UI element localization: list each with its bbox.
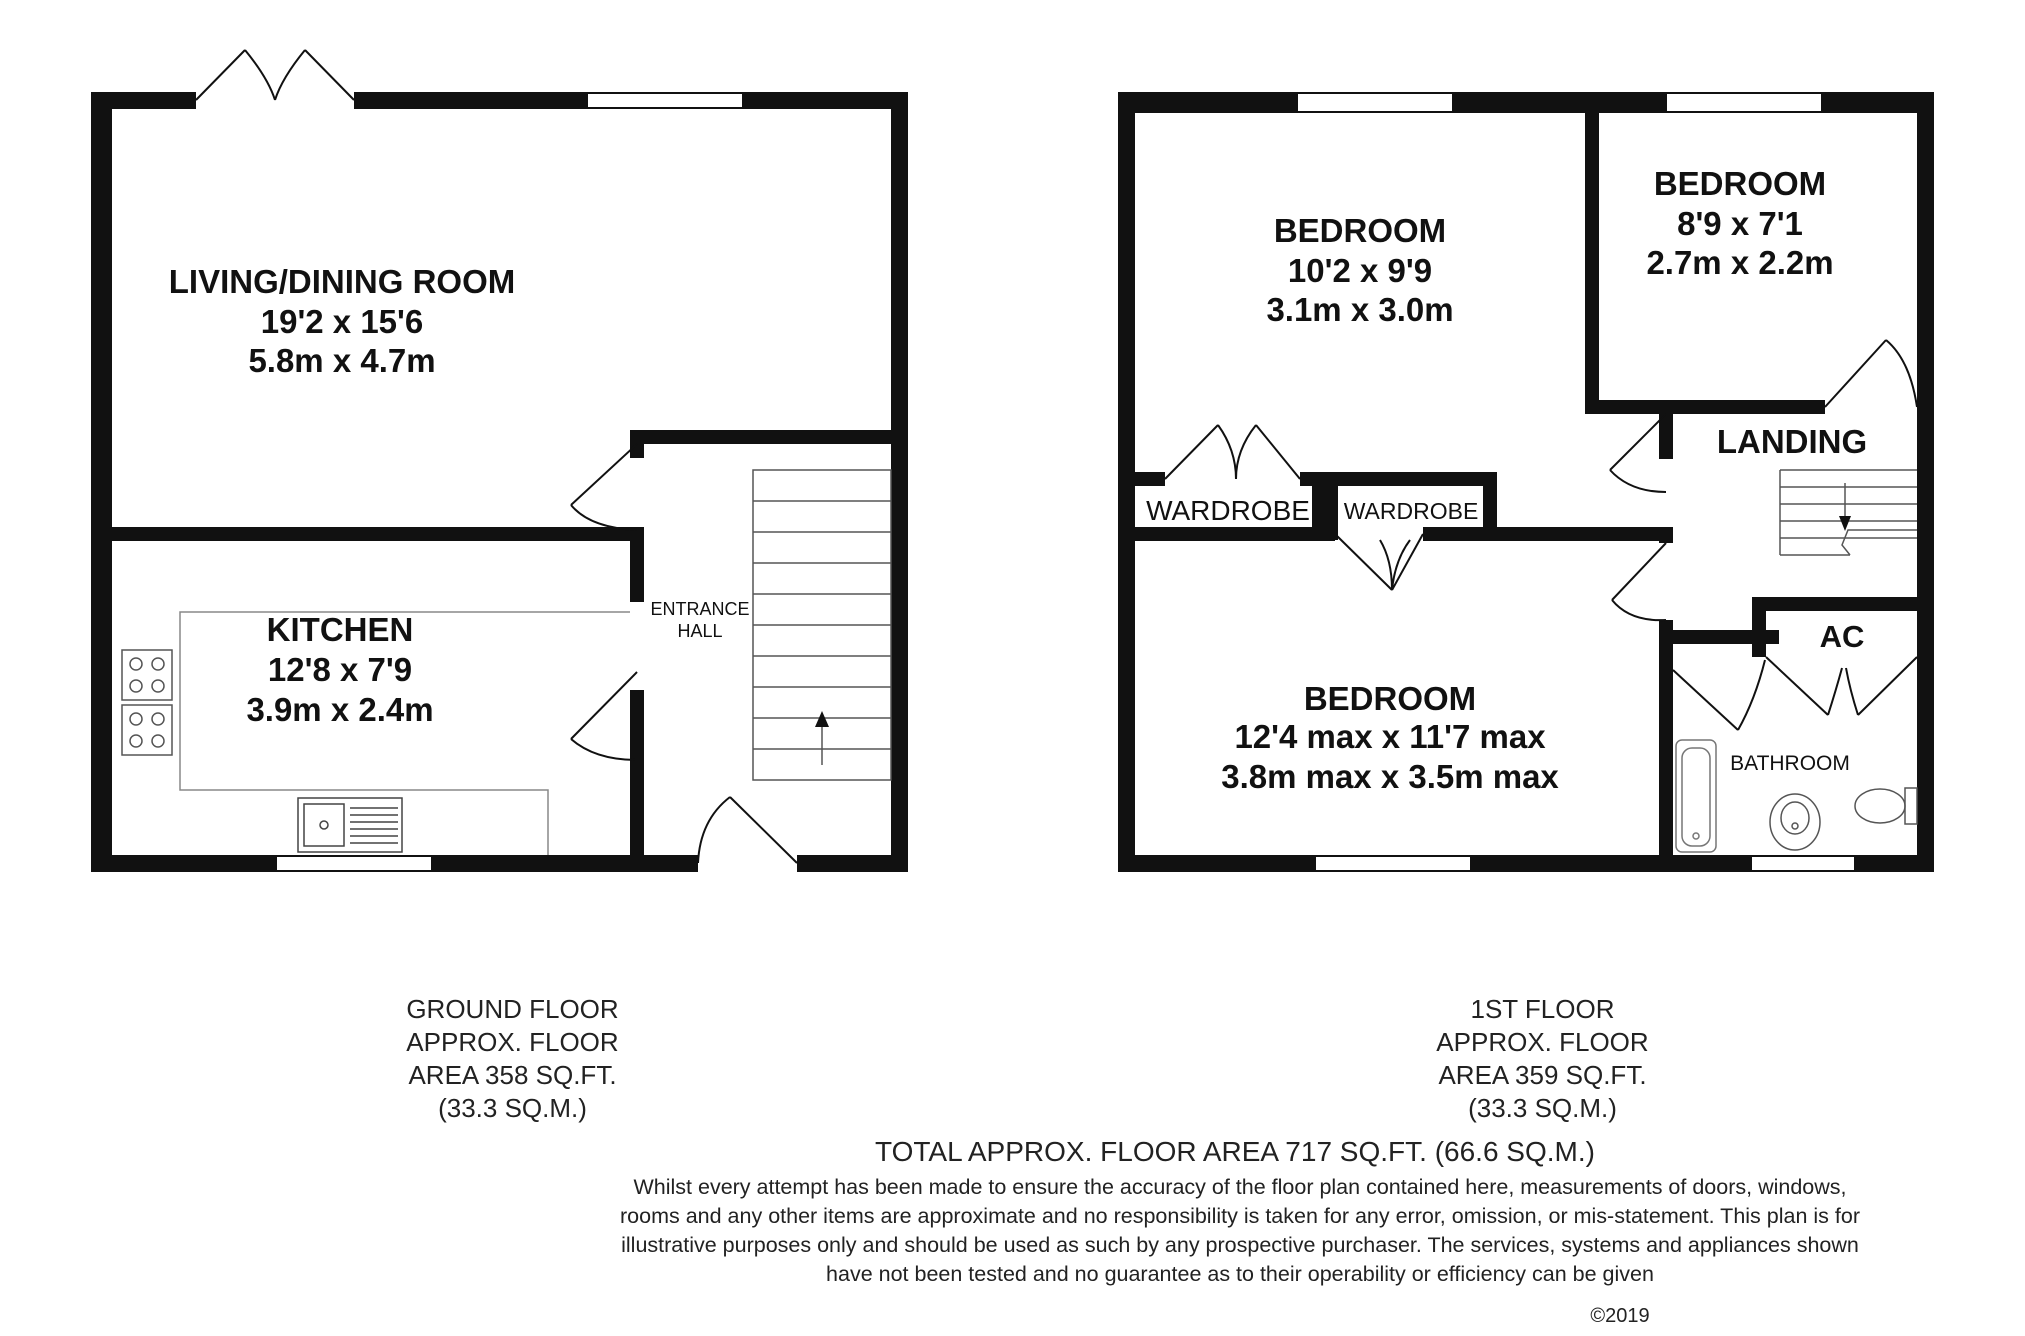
toilet bbox=[1855, 788, 1917, 824]
first-floor-caption-line4: (33.3 SQ.M.) bbox=[1468, 1093, 1617, 1123]
living-room-metric: 5.8m x 4.7m bbox=[248, 342, 436, 379]
bedroom1-metric: 3.1m x 3.0m bbox=[1266, 291, 1454, 328]
bedroom1-name: BEDROOM bbox=[1273, 212, 1447, 249]
ground-floor-caption-line1: GROUND FLOOR bbox=[406, 994, 619, 1024]
ground-floor-caption bbox=[380, 993, 645, 1125]
first-floor-stairs bbox=[1780, 470, 1917, 555]
bedroom1-window bbox=[1297, 93, 1453, 112]
kitchen-metric: 3.9m x 2.4m bbox=[246, 691, 434, 728]
wardrobe2-label: WARDROBE bbox=[1343, 498, 1479, 524]
bedroom2-name: BEDROOM bbox=[1653, 165, 1827, 202]
bedroom3-window bbox=[1315, 856, 1471, 871]
first-floor-caption-line2: APPROX. FLOOR bbox=[1436, 1027, 1649, 1057]
living-window bbox=[587, 93, 743, 108]
airing-cupboard-label: AC bbox=[1819, 619, 1865, 654]
bedroom2-door bbox=[1825, 340, 1917, 407]
basin bbox=[1770, 794, 1820, 850]
ground-floor-plan bbox=[91, 50, 908, 872]
ground-floor-outer-walls bbox=[91, 92, 908, 872]
bedroom3-metric: 3.8m max x 3.5m max bbox=[1221, 758, 1559, 795]
hall-living-door bbox=[571, 444, 637, 530]
kitchen-imperial: 12'8 x 7'9 bbox=[267, 651, 413, 688]
bathroom-label: BATHROOM bbox=[1730, 752, 1850, 775]
entrance-hall-label-line2: HALL bbox=[677, 621, 723, 641]
hall-kitchen-door bbox=[571, 672, 637, 760]
wardrobe2-doors bbox=[1335, 534, 1423, 590]
first-floor-caption-line1: 1ST FLOOR bbox=[1470, 994, 1615, 1024]
disclaimer-text: Whilst every attempt has been made to ensure the accuracy of the floor plan contained here, measurements of doors, windows, rooms and any other items are approximate and no responsibility is taken for any error, omission, or mis-statement. This plan is for illustrative purposes only and should be used as such by any prospective purchaser. The services, systems and appliances shown have not been tested and no guarantee as to their operability or efficiency can be given bbox=[620, 1175, 1860, 1286]
bathroom-window bbox=[1751, 856, 1855, 871]
first-floor-caption-line3: AREA 359 SQ.FT. bbox=[1438, 1060, 1647, 1090]
bedroom2-metric: 2.7m x 2.2m bbox=[1646, 244, 1834, 281]
bedroom2-window bbox=[1666, 93, 1822, 112]
entrance-hall-label-line1: ENTRANCE bbox=[650, 599, 750, 619]
ground-floor-caption-line3: AREA 358 SQ.FT. bbox=[408, 1060, 617, 1090]
bedroom2-imperial: 8'9 x 7'1 bbox=[1677, 205, 1803, 242]
ground-floor-stairs bbox=[753, 470, 891, 780]
living-room-name: LIVING/DINING ROOM bbox=[168, 263, 516, 300]
landing-stairs-arrow-head-icon bbox=[1839, 516, 1851, 531]
kitchen-window bbox=[276, 856, 432, 871]
bathroom-door bbox=[1673, 660, 1765, 730]
ground-floor-caption-line4: (33.3 SQ.M.) bbox=[438, 1093, 587, 1123]
bedroom3-imperial: 12'4 max x 11'7 max bbox=[1234, 718, 1546, 755]
living-room-imperial: 19'2 x 15'6 bbox=[260, 303, 424, 340]
kitchen-name: KITCHEN bbox=[266, 611, 414, 648]
bedroom1-door bbox=[1610, 414, 1666, 492]
bedroom3-name: BEDROOM bbox=[1303, 680, 1477, 717]
hob bbox=[122, 650, 172, 755]
ac-doors bbox=[1766, 657, 1917, 715]
french-doors bbox=[196, 50, 354, 100]
wardrobe1-doors bbox=[1165, 425, 1300, 479]
bath bbox=[1676, 740, 1716, 852]
copyright-notice: ©2019 bbox=[1590, 1305, 1650, 1327]
first-floor-plan bbox=[1118, 92, 1934, 872]
front-door bbox=[698, 797, 797, 863]
ground-floor-caption-line2: APPROX. FLOOR bbox=[406, 1027, 619, 1057]
wardrobe1-label: WARDROBE bbox=[1146, 495, 1310, 526]
landing-name: LANDING bbox=[1716, 423, 1868, 460]
ground-floor-windows bbox=[276, 93, 743, 871]
ground-floor-interior-walls bbox=[112, 430, 908, 872]
total-floor-area: TOTAL APPROX. FLOOR AREA 717 SQ.FT. (66.6 SQ.M.) bbox=[875, 1136, 1595, 1167]
stairs-arrow-head-icon bbox=[815, 711, 829, 727]
kitchen-worktop bbox=[180, 612, 630, 855]
first-floor-caption bbox=[1410, 993, 1675, 1125]
kitchen-sink bbox=[298, 798, 402, 852]
bedroom3-door bbox=[1612, 543, 1666, 620]
bedroom1-imperial: 10'2 x 9'9 bbox=[1287, 252, 1433, 289]
